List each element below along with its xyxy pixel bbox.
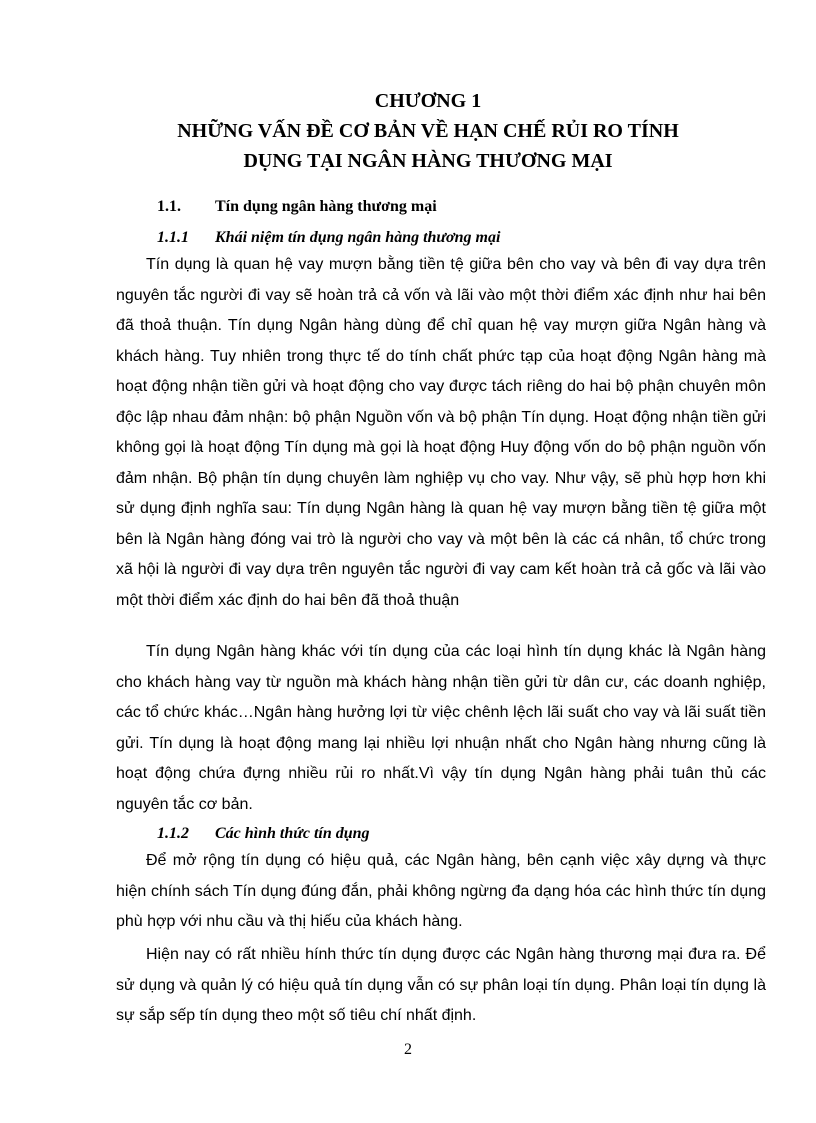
- paragraph-credit-expansion: Để mở rộng tín dụng có hiệu quả, các Ngân hàng, bên cạnh việc xây dựng và thực hiện chính sách Tín dụng đúng đắn, phải không ngừng đa dạng hóa các hình thức tín dụng phù hợp với nhu cầu và thị hiếu của khách hàng.: [116, 852, 766, 930]
- chapter-title-line-1: NHỮNG VẤN ĐỀ CƠ BẢN VỀ HẠN CHẾ RỦI RO TÍNH: [177, 120, 679, 142]
- section-number: 1.1.2: [157, 825, 189, 842]
- section-heading-1-1: [157, 197, 437, 217]
- section-number: 1.1.: [157, 198, 181, 215]
- page-number: 2: [404, 1041, 412, 1058]
- section-title: Các hình thức tín dụng: [215, 825, 370, 842]
- section-heading-1-1-1: [157, 228, 500, 248]
- paragraph-credit-classification: Hiện nay có rất nhiều hính thức tín dụng được các Ngân hàng thương mại đưa ra. Để sử dụng và quản lý có hiệu quả tín dụng vẫn có sự phân loại tín dụng. Phân loại tín dụng là sự sắp sếp tín dụng theo một số tiêu chí nhất định.: [116, 946, 766, 1024]
- section-number: 1.1.1: [157, 229, 189, 246]
- chapter-title-line-2: DỤNG TẠI NGÂN HÀNG THƯƠNG MẠI: [243, 150, 613, 172]
- paragraph-credit-definition: Tín dụng là quan hệ vay mượn bằng tiền tệ giữa bên cho vay và bên đi vay dựa trên nguyên tắc người đi vay sẽ hoàn trả cả vốn và lãi vào một thời điểm xác định như hai bên đã thoả thuận. Tín dụng Ngân hàng dùng để chỉ quan hệ vay mượn giữa Ngân hàng và khách hàng. Tuy nhiên trong thực tế do tính chất phức tạp của hoạt động Ngân hàng mà hoạt động nhận tiền gửi và hoạt động cho vay được tách riêng do hai bộ phận chuyên môn độc lập nhau đảm nhận: bộ phận Nguồn vốn và bộ phận Tín dụng. Hoạt động nhận tiền gửi không gọi là hoạt động Tín dụng mà gọi là hoạt động Huy động vốn do bộ phận nguồn vốn đảm nhận. Bộ phận tín dụng chuyên làm nghiệp vụ cho vay. Như vậy, sẽ phù hợp hơn khi sử dụng định nghĩa sau: Tín dụng Ngân hàng là quan hệ vay mượn bằng tiền tệ giữa một bên là Ngân hàng đóng vai trò là người cho vay và một bên là các cá nhân, tổ chức trong xã hội là người đi vay dựa trên nguyên tắc người đi vay cam kết hoàn trả cả gốc và lãi vào một thời điểm xác định do hai bên đã thoả thuận: [116, 256, 766, 609]
- section-title: Khái niệm tín dụng ngân hàng thương mại: [215, 229, 501, 246]
- paragraph-bank-credit-difference: Tín dụng Ngân hàng khác với tín dụng của các loại hình tín dụng khác là Ngân hàng cho khách hàng vay từ nguồn mà khách hàng nhận tiền gửi từ dân cư, các doanh nghiệp, các tổ chức khác…Ngân hàng hưởng lợi từ việc chênh lệch lãi suất cho vay và lãi suất tiền gửi. Tín dụng là hoạt động mang lại nhiều lợi nhuận nhất cho Ngân hàng nhưng cũng là hoạt động chứa đựng nhiều rủi ro nhất.Vì vậy tín dụng Ngân hàng phải tuân thủ các nguyên tắc cơ bản.: [116, 643, 766, 813]
- section-heading-1-1-2: [157, 824, 370, 844]
- chapter-heading: [100, 86, 756, 176]
- chapter-label: CHƯƠNG 1: [374, 90, 482, 112]
- section-title: Tín dụng ngân hàng thương mại: [215, 198, 437, 215]
